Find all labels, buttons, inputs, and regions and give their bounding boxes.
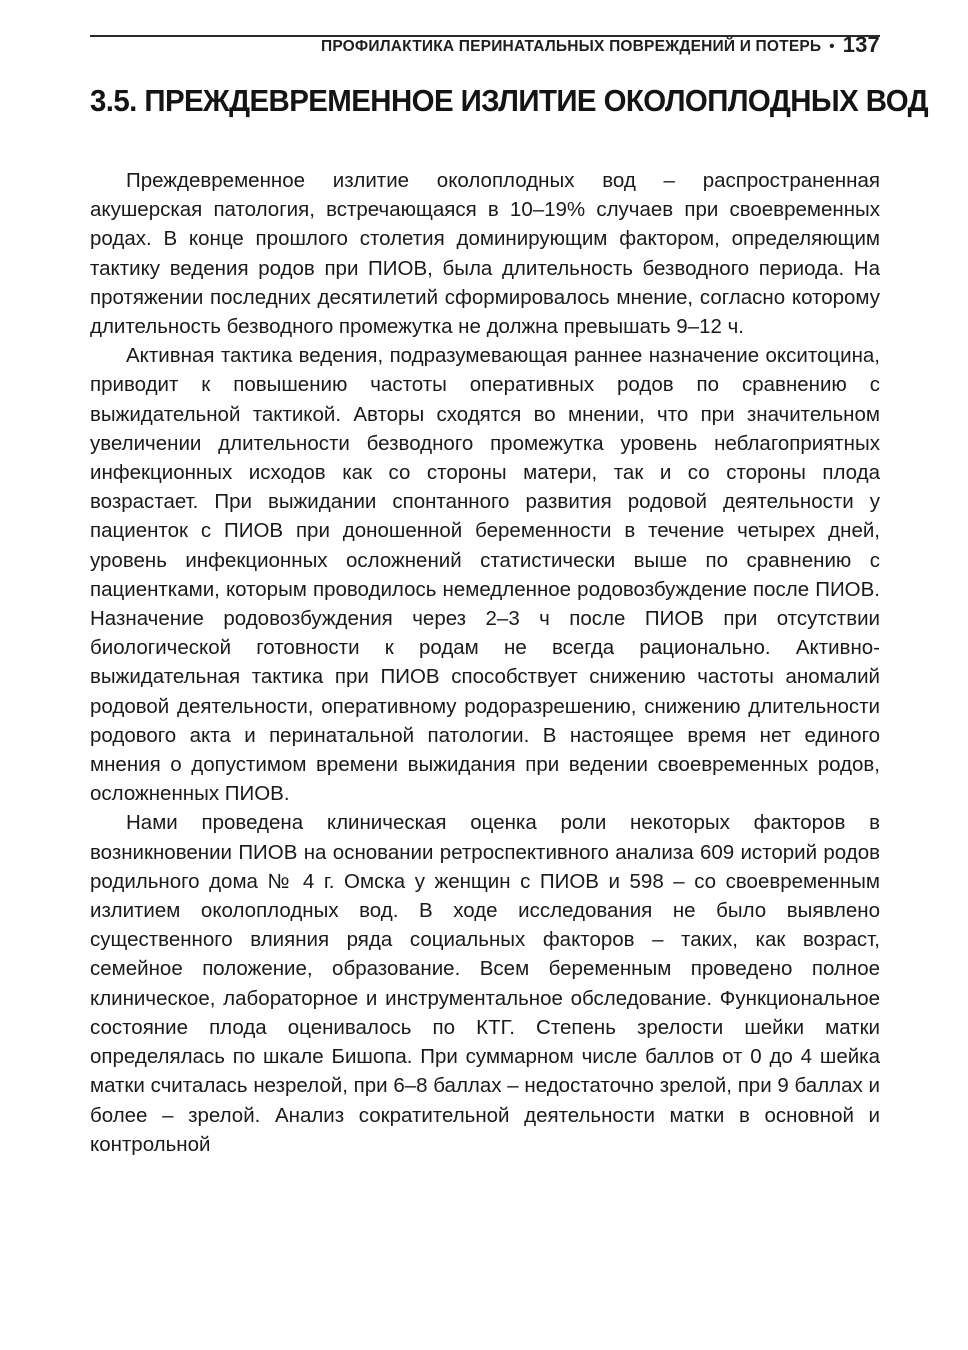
running-header-title: ПРОФИЛАКТИКА ПЕРИНАТАЛЬНЫХ ПОВРЕЖДЕНИЙ И ПОТЕРЬ bbox=[321, 38, 822, 55]
page-number: 137 bbox=[842, 32, 880, 57]
bullet-separator: • bbox=[829, 38, 835, 55]
paragraph-2: Активная тактика ведения, подразумевающая раннее назначение окситоцина, приводит к повышению частоты оперативных родов по сравнению с выжидательной тактикой. Авторы сходятся во мнении, что при значительном увеличении длительности безводного промежутка уровень неблагоприятных инфекционных исходов как со стороны матери, так и со стороны плода возрастает. При выжидании спонтанного развития родовой деятельности у пациенток с ПИОВ при доношенной беременности в течение четырех дней, уровень инфекционных осложнений статистически выше по сравнению с пациентками, которым проводилось немедленное родовозбуждение после ПИОВ. Назначение родовозбуждения через 2–3 ч после ПИОВ при отсутствии биологической готовности к родам не всегда рационально. Активно-выжидательная тактика при ПИОВ способствует снижению частоты аномалий родовой деятельности, оперативному родоразрешению, снижению длительности родового акта и перинатальной патологии. В настоящее время нет единого мнения о допустимом времени выжидания при ведении своевременных родов, осложненных ПИОВ. bbox=[90, 344, 880, 806]
running-header bbox=[0, 28, 880, 64]
paragraph-3: Нами проведена клиническая оценка роли некоторых факторов в возникновении ПИОВ на основании ретроспективного анализа 609 историй родов родильного дома № 4 г. Омска у женщин с ПИОВ и 598 – со своевременным излитием околоплодных вод. В ходе исследования не было выявлено существенного влияния ряда социальных факторов – таких, как возраст, семейное положение, образование. Всем беременным проведено полное клиническое, лабораторное и инструментальное обследование. Функциональное состояние плода оценивалось по КТГ. Степень зрелости шейки матки определялась по шкале Бишопа. При суммарном числе баллов от 0 до 4 шейка матки считалась незрелой, при 6–8 баллах – недостаточно зрелой, при 9 баллах и более – зрелой. Анализ сократительной деятельности матки в основной и контрольной bbox=[90, 811, 880, 1156]
body-text bbox=[90, 166, 880, 1159]
section-heading: 3.5. ПРЕЖДЕВРЕМЕННОЕ ИЗЛИТИЕ ОКОЛОПЛОДНЫХ ВОД bbox=[90, 84, 929, 118]
header-rule bbox=[90, 35, 880, 37]
paragraph-1: Преждевременное излитие околоплодных вод – распространенная акушерская патология, встречающаяся в 10–19% случаев при своевременных родах. В конце прошлого столетия доминирующим фактором, определяющим тактику ведения родов при ПИОВ, была длительность безводного периода. На протяжении последних десятилетий сформировалось мнение, согласно которому длительность безводного промежутка не должна превышать 9–12 ч. bbox=[90, 169, 880, 339]
